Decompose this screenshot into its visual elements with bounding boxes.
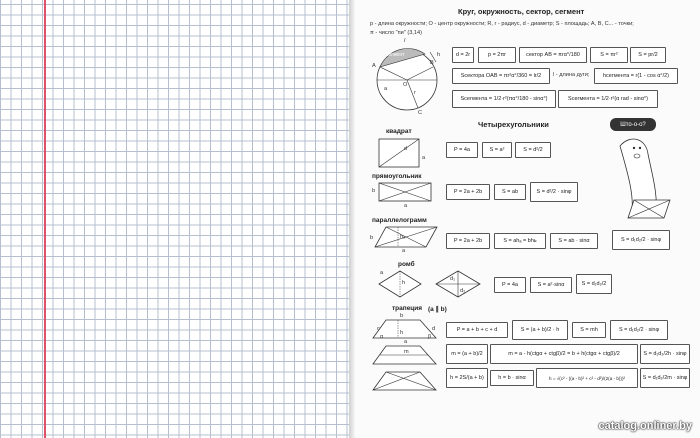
square-diagram [378, 138, 428, 170]
circle-label-h: h [437, 52, 441, 58]
circle-label-A: A [372, 63, 376, 69]
trapezoid-formula-area-diagonals-m: S = d₁d₂/2m · sinφ [640, 368, 690, 388]
trapezoid-formula-perimeter: P = a + b + c + d [446, 322, 508, 338]
trapezoid-formula-area-diagonals: S = d₁d₂/2 · sinφ [610, 320, 668, 340]
trapezoid-parallel-note: (a ∥ b) [428, 306, 447, 313]
rhombus-formula-perimeter: P = 4a [494, 277, 526, 293]
circle-section-title: Круг, окружность, сектор, сегмент [458, 7, 585, 16]
circle-label-C: C [418, 110, 423, 116]
parallelogram-mark-b: b [370, 235, 374, 241]
circle-legend-line-1: p - длина окружности; O - центр окружности; R, r - радиус, d - диаметр; S - площадь; A, B, C... - точки; [370, 21, 634, 27]
rhombus-mark-h: h [402, 280, 406, 286]
quad-section-title: Четырехугольники [478, 120, 549, 129]
formula-diameter: d = 2r [452, 47, 474, 63]
formula-circumference: p = 2πr [478, 47, 516, 63]
parallelogram-mark-a: a [402, 248, 406, 254]
formula-segment-area-rad: Sсегмента = 1/2·r²(α rad - sinα°) [558, 90, 658, 108]
formula-arc: сектор AB = πrα°/180 [519, 47, 587, 63]
trapezoid-mark-c: c [377, 326, 380, 332]
trapezoid-mark-alpha: α [380, 334, 384, 340]
parallelogram-formula-area-sin: S = ab · sinα [550, 233, 598, 249]
rectangle-label: прямоугольник [372, 173, 422, 180]
parallelogram-diagram [374, 226, 440, 250]
parallelogram-small-diagram [616, 196, 672, 222]
trapezoid-formula-midline: m = (a + b)/2 [446, 344, 488, 364]
circle-label-segment: сегмент [386, 52, 405, 58]
formula-area: S = πr² [590, 47, 628, 63]
rectangle-diagram [378, 182, 438, 206]
square-formula-perimeter: P = 4a [446, 142, 478, 158]
rectangle-formula-perimeter: P = 2a + 2b [446, 184, 490, 200]
circle-label-r: r [414, 90, 416, 96]
circle-label-O: O [403, 82, 408, 88]
rhombus-diagrams [378, 270, 488, 300]
parallelogram-mark-h: hₐ [400, 234, 406, 240]
square-mark-d: d [404, 146, 408, 152]
formula-segment-area-deg: Sсегмента = 1/2·r²(πα°/180 - sinα°) [452, 90, 556, 108]
trapezoid-formula-height-area: h = 2S/(a + b) [446, 368, 488, 388]
trapezoid-mark-beta: β [428, 334, 432, 340]
rectangle-mark-b: b [372, 188, 376, 194]
trapezoid-mark-m: m [404, 349, 409, 355]
rhombus-formula-area-diagonals: S = d₁d₂/2 [576, 274, 612, 294]
parallelogram-formula-area-diagonals: S = d₁d₂/2 · sinφ [612, 230, 670, 250]
rhombus-mark-d1: d₁ [450, 276, 455, 282]
trapezoid-formula-area-mid: S = (a + b)/2 · h [512, 320, 568, 340]
trapezoid-mark-b: b [400, 313, 404, 319]
circle-label-l: l [404, 38, 406, 44]
trapezoid-label: трапеция [392, 305, 423, 312]
formula-area-pr: S = pr/2 [630, 47, 666, 63]
rhombus-label: ромб [398, 261, 415, 268]
parallelogram-formula-area-height: S = ahₐ = bhь [494, 233, 546, 249]
formula-arc-length-note: l - длина дуги; [553, 72, 590, 78]
rhombus-mark-d2: d₂ [460, 288, 466, 294]
parallelogram-label: параллелограмм [372, 217, 427, 224]
rhombus-formula-area-sin: S = a²·sinα [530, 277, 572, 293]
trapezoid-formula-height-sin: h = b · sinα [490, 370, 534, 386]
trapezoid-formula-height-sides: h = √(c² - ((a - b)² + c² - d²)/(2(a - b)))² [536, 368, 638, 388]
watermark: catalog.onliner.by [598, 420, 692, 432]
trapezoid-mark-d: d [432, 326, 436, 332]
square-mark-a: a [422, 155, 426, 161]
rhombus-mark-a: a [380, 270, 384, 276]
formula-segment-height: hсегмента = r(1 - cos α°/2) [594, 68, 678, 84]
square-formula-area: S = a² [482, 142, 512, 158]
rectangle-formula-area: S = ab [494, 184, 526, 200]
formula-sector-area: Sсектора OAB = πr²α°/360 = lr/2 [452, 68, 550, 84]
circle-label-B: B [430, 60, 434, 66]
parallelogram-formula-perimeter: P = 2a + 2b [446, 233, 490, 249]
speech-bubble: Што-о-о? [610, 118, 656, 131]
circle-label-a: a [384, 86, 388, 92]
square-label: квадрат [386, 128, 412, 135]
trapezoid-formula-area-diagonals-h: S = d₁d₂/2h · sinφ [640, 344, 690, 364]
trapezoid-mark-a: a [404, 339, 408, 345]
trapezoid-formula-midline-ctg: m = a - h(ctgα + ctgβ)/2 = b + h(ctgα + ctgβ)/2 [490, 344, 638, 364]
rectangle-mark-a: a [404, 203, 408, 209]
red-margin-line [44, 0, 46, 438]
square-formula-area-diagonal: S = d²/2 [515, 142, 551, 158]
rectangle-formula-area-diagonal: S = d²/2 · sinφ [530, 182, 578, 202]
trapezoid-mark-h: h [400, 330, 404, 336]
trapezoid-formula-area-mh: S = mh [572, 322, 606, 338]
circle-legend-line-2: π - число "пи" (3,14) [370, 30, 422, 36]
